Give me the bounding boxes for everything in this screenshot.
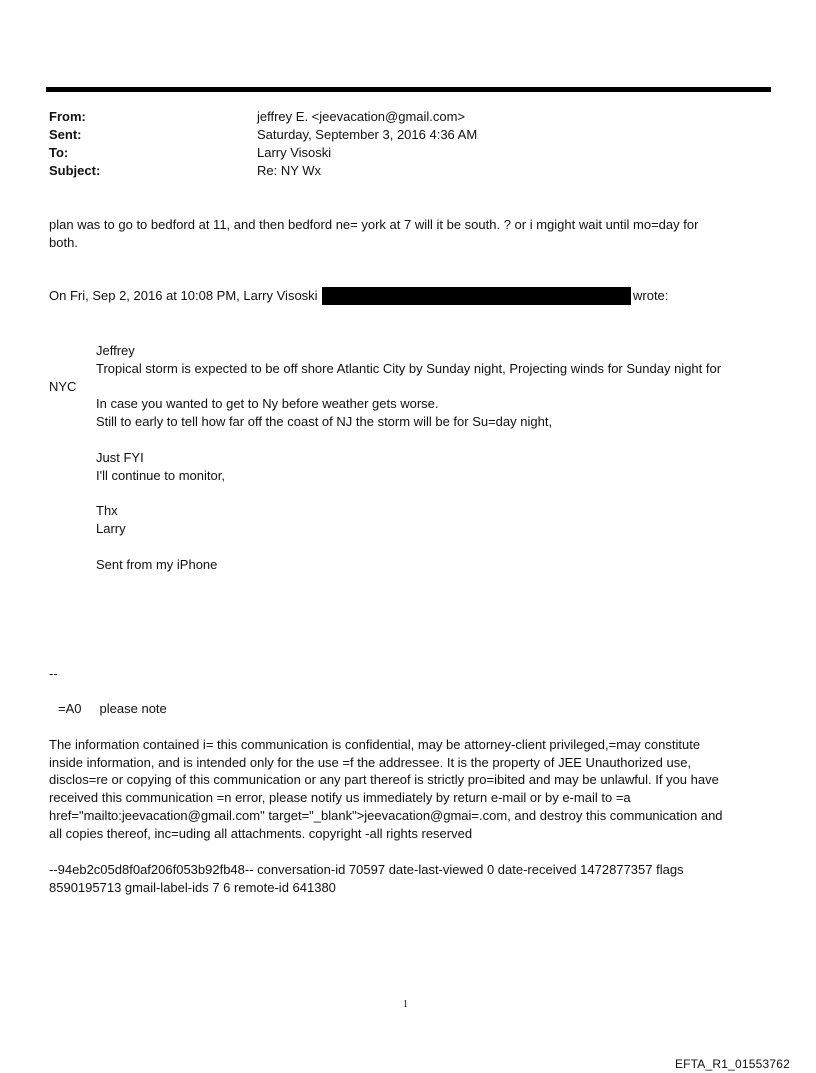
reply-line-1: plan was to go to bedford at 11, and then bedford ne= york at 7 will it be south. ? or i mgight wait until mo=day for [49, 217, 699, 232]
quoted-thx: Thx [96, 503, 118, 518]
document-id: EFTA_R1_01553762 [674, 1057, 790, 1071]
quoted-line-3: Still to early to tell how far off the coast of NJ the storm will be for Su=day night, [96, 414, 553, 429]
from-value: jeffrey E. <jeevacation@gmail.com> [257, 109, 466, 124]
from-label: From: [49, 109, 86, 124]
sent-label: Sent: [49, 127, 82, 142]
footer-dashes: -- [49, 666, 58, 681]
disclaimer-line-4: received this communication =n error, please notify us immediately by return e-mail or by e-mail to =a [49, 790, 631, 805]
to-label: To: [49, 145, 69, 160]
header-rule [46, 87, 771, 92]
quoted-name: Larry [96, 521, 126, 536]
page-number: 1 [403, 999, 408, 1010]
sent-value: Saturday, September 3, 2016 4:36 AM [257, 127, 478, 142]
quote-intro: On Fri, Sep 2, 2016 at 10:08 PM, Larry Visoski [49, 288, 318, 303]
footer-note: =A0 please note [58, 701, 167, 716]
subject-value: Re: NY Wx [257, 163, 322, 178]
quoted-line-1: Tropical storm is expected to be off shore Atlantic City by Sunday night, Projecting winds for Sunday night for [96, 361, 722, 376]
disclaimer-line-1: The information contained i= this communication is confidential, may be attorney-client privileged,=may constitute [49, 737, 701, 752]
quoted-line-1-cont: NYC [49, 379, 77, 394]
quoted-signature: Sent from my iPhone [96, 557, 218, 572]
disclaimer-line-3: disclos=re or copying of this communication or any part thereof is strictly pro=ibited and may be unlawful. If you have [49, 772, 719, 787]
disclaimer-line-5: href="mailto:jeevacation@gmail.com" target="_blank">jeevacation@gmai=.com, and destroy this communication and [49, 808, 723, 823]
reply-line-2: both. [49, 235, 78, 250]
disclaimer-line-2: inside information, and is intended only for the use =f the addressee. It is the property of JEE Unauthorized use, [49, 755, 692, 770]
redaction-bar [322, 287, 631, 305]
to-value: Larry Visoski [257, 145, 332, 160]
subject-label: Subject: [49, 163, 101, 178]
quoted-line-2: In case you wanted to get to Ny before weather gets worse. [96, 396, 439, 411]
quoted-greeting: Jeffrey [96, 343, 135, 358]
quoted-line-4: Just FYI [96, 450, 144, 465]
quoted-line-5: I'll continue to monitor, [96, 468, 225, 483]
quote-wrote: wrote: [633, 288, 669, 303]
meta-line-1: --94eb2c05d8f0af206f053b92fb48-- conversation-id 70597 date-last-viewed 0 date-received 1472877357 flags [49, 862, 684, 877]
disclaimer-line-6: all copies thereof, inc=uding all attachments. copyright -all rights reserved [49, 826, 473, 841]
meta-line-2: 8590195713 gmail-label-ids 7 6 remote-id 641380 [49, 880, 336, 895]
